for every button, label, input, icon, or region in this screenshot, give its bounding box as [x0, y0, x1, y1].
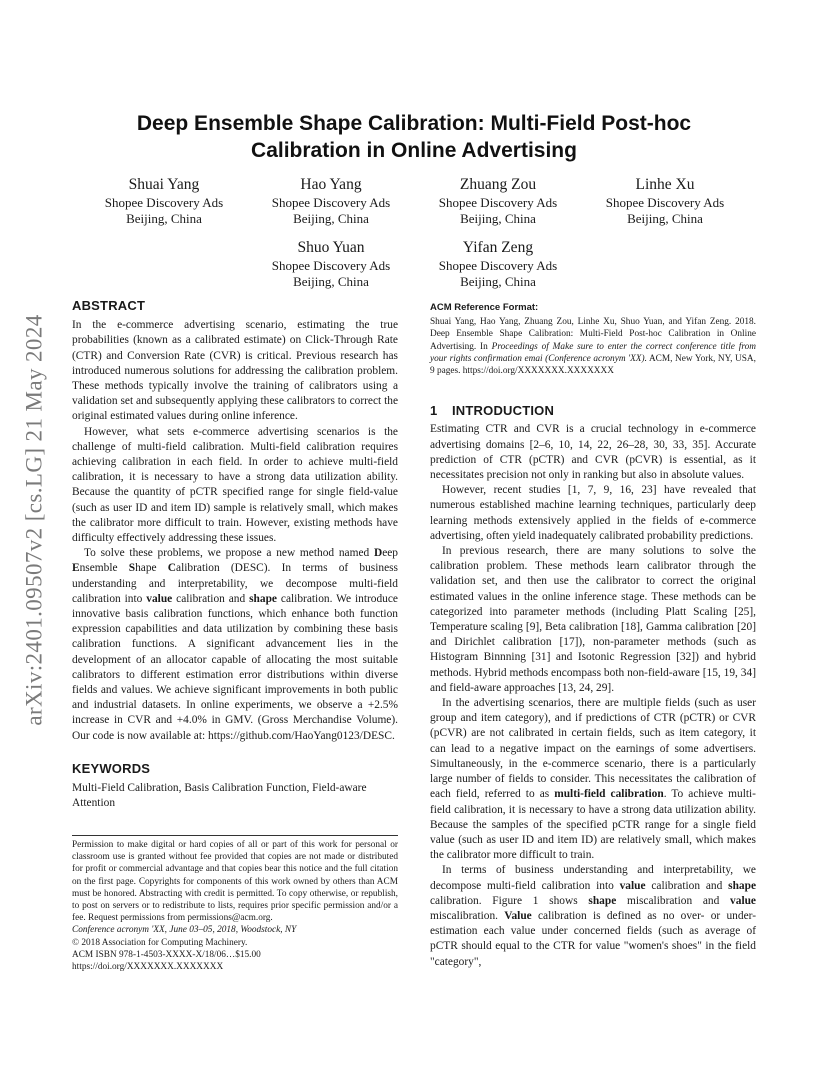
arxiv-id: arXiv:2401.09507v2 [cs.LG] 21 May 2024 — [22, 314, 48, 726]
author-block — [247, 238, 415, 290]
intro-paragraph-2: However, recent studies [1, 7, 9, 16, 23] have revealed that numerous established machine learning techniques, particularly deep learning methods extensively applied in the fields of e-commerce advertising, often yield inadequately calibrated probability predictions. — [430, 484, 756, 542]
bold-term: shape — [588, 894, 617, 907]
conference-line: Conference acronym 'XX, June 03–05, 2018, Woodstock, NY — [72, 925, 297, 936]
author-location: Beijing, China — [627, 211, 703, 226]
acronym-letter: D — [373, 547, 383, 560]
right-column — [430, 302, 756, 970]
acronym-letter: S — [128, 562, 136, 575]
text-run: Shuai Yang, Hao Yang, Zhuang Zou, Linhe Xu, Shuo Yuan, and Yifan Zeng. 2018. Deep Ensemble Shape Calibration: Multi-Field Post-hoc Calibration in Online Advertising. In — [430, 317, 756, 352]
doi-line: https://doi.org/XXXXXXX.XXXXXXX — [72, 962, 224, 973]
text-run: In terms of business understanding and interpretability, we decompose multi-field calibration into — [430, 864, 756, 892]
author-affiliation: Shopee Discovery Ads — [271, 258, 391, 273]
abstract-paragraph-2: However, what sets e-commerce advertising scenarios is the challenge of multi-field calibration. Multi-field calibration requires achieving calibration in each field. In order to achieve multi-field calibration, it is necessary to have a strong data utilization ability. Because the quantity of pCTR specified range for single field-value (such as user ID and item ID) sample is relatively small, which makes the calibrator more difficult to train. However, existing methods have difficulty effectively addressing these issues. — [72, 425, 398, 545]
author-affiliation: Shopee Discovery Ads — [271, 195, 391, 210]
text-run: eep — [382, 547, 398, 560]
abstract-paragraph-1: In the e-commerce advertising scenario, estimating the true probabilities (known as a calibrated estimate) on Click-Through Rate (CTR) and Conversion Rate (CVR) is critical. Previous research has introduced numerous solutions for addressing the calibration problem. These methods typically involve the training of calibrators using a validation set and subsequently applying these calibrators to correct the original estimated values during online inference. — [72, 319, 398, 423]
author-affiliation: Shopee Discovery Ads — [438, 195, 558, 210]
author-block — [247, 175, 415, 227]
author-affiliation: Shopee Discovery Ads — [104, 195, 224, 210]
copyright-footnote — [72, 839, 398, 973]
paper-title — [80, 110, 748, 164]
footnote-rule — [72, 835, 398, 836]
text-run: alibration (DESC). In terms of business understanding and interpretability, we decompose multi-field calibration into — [72, 562, 398, 605]
intro-paragraph-1: Estimating CTR and CVR is a crucial technology in e-commerce advertising domains [2–6, 10, 14, 22, 26–28, 30, 33, 35]. Accurate prediction of CTR (pCTR) and CVR (pCVR) is essential, as it necessitates precision not only in ranking but also in absolute values. — [430, 423, 756, 482]
introduction-heading — [430, 403, 756, 418]
text-run: hape — [135, 562, 168, 575]
text-run: calibration. We introduce innovative basis calibration functions, which enhance both function expression capabilities and data utilization by combining these basis calibration functions. A significant advancement lies in the development of an allocator capable of allocating the most suitable calibrators to different estimation error distributions within diverse fields and values. We achieve significant improvements in both public and industrial datasets. In online experiments, we observe a +2.5% increase in CVR and +4.0% in GMV. (Gross Merchandise Volume). Our code is now available at: https://github.com/HaoYang0123/DESC. — [72, 592, 398, 742]
bold-term: value — [146, 592, 173, 605]
bold-term: value — [730, 894, 756, 907]
text-run: miscalibration and — [616, 894, 731, 907]
author-name: Yifan Zeng — [462, 239, 534, 256]
left-column — [72, 298, 398, 812]
text-run: calibration is defined as no over- or under-estimation each value under concerned fields (such as average of pCTR should equal to the CTR for value "women's shoes" in the field "category", — [430, 909, 756, 968]
acm-reference-heading: ACM Reference Format: — [430, 302, 539, 313]
author-name: Hao Yang — [300, 176, 362, 193]
author-affiliation: Shopee Discovery Ads — [438, 258, 558, 273]
author-name: Shuai Yang — [128, 176, 200, 193]
acronym-letter: E — [72, 562, 80, 575]
arxiv-stamp — [22, 280, 48, 760]
acm-reference — [430, 302, 756, 377]
intro-paragraph-4 — [430, 696, 756, 863]
text-run: calibration and — [645, 879, 729, 892]
acronym-letter: C — [167, 562, 177, 575]
italic-run: Proceedings of Make sure to enter the correct conference title from your rights confirmation emai (Conference acronym 'XX). — [430, 341, 756, 364]
author-name: Linhe Xu — [635, 176, 695, 193]
author-name: Zhuang Zou — [459, 176, 537, 193]
section-number: 1 — [430, 403, 438, 419]
author-block — [414, 175, 582, 227]
section-title: INTRODUCTION — [452, 403, 555, 419]
bold-term: Value — [504, 909, 532, 922]
author-name: Shuo Yuan — [297, 239, 365, 256]
author-block — [414, 238, 582, 290]
text-run: nsemble — [79, 562, 129, 575]
author-block — [581, 175, 749, 227]
keywords-heading: KEYWORDS — [72, 760, 151, 776]
author-location: Beijing, China — [460, 274, 536, 289]
title-line-1: Deep Ensemble Shape Calibration: Multi-Field Post-hoc — [136, 112, 692, 135]
text-run: . To achieve multi-field calibration, it is necessary to have a strong data utilization ability. Because the samples of the specified pCTR range for a single field value (such as user ID and item ID) are relatively small, which makes the calibrator more difficult to train. — [430, 788, 756, 862]
bold-term: shape — [728, 879, 756, 892]
author-location: Beijing, China — [460, 211, 536, 226]
author-location: Beijing, China — [293, 274, 369, 289]
text-run: miscalibration. — [430, 909, 505, 922]
text-run: ACM, New York, NY, USA, 9 pages. https://doi.org/XXXXXXX.XXXXXXX — [430, 353, 756, 377]
author-location: Beijing, China — [126, 211, 202, 226]
text-run: calibration. Figure 1 shows — [430, 894, 589, 907]
text-run: To solve these problems, we propose a new method named — [84, 547, 374, 560]
author-affiliation: Shopee Discovery Ads — [605, 195, 725, 210]
text-run: calibration and — [172, 592, 250, 605]
abstract-paragraph-3 — [72, 546, 398, 744]
permission-text: Permission to make digital or hard copies of all or part of this work for personal or classroom use is granted without fee provided that copies are not made or distributed for profit or commercial advantage and that copies bear this notice and the full citation on the first page. Copyrights for components of this work owned by others than ACM must be honored. Abstracting with credit is permitted. To copy otherwise, or republish, to post on servers or to redistribute to lists, requires prior specific permission and/or a fee. Request permissions from permissions@acm.org. — [72, 840, 398, 924]
bold-term: shape — [249, 592, 277, 605]
bold-term: value — [619, 879, 646, 892]
bold-term: multi-field calibration — [554, 788, 664, 801]
intro-paragraph-3: In previous research, there are many solutions to solve the calibration problem. These methods learn calibrator through the validation set, and then use the calibrator to correct the original estimated values in the online inference stage. These methods can be categorized into parameter methods (including Platt Scaling [25], Temperature scaling [9], Beta calibration [18], Gamma calibration [20] and Dirichlet calibration [17]), non-parameter methods (such as Histogram Binnning [31] and Isotonic Regression [32]) and hybrid methods. Hybrid methods encompass both non-field-aware [15, 19, 34] and field-aware approaches [13, 24, 29]. — [430, 545, 756, 694]
author-block — [80, 175, 248, 227]
isbn-line: ACM ISBN 978-1-4503-XXXX-X/18/06…$15.00 — [72, 949, 261, 960]
copyright-line: © 2018 Association for Computing Machinery. — [72, 937, 248, 948]
abstract-heading: ABSTRACT — [72, 298, 146, 313]
author-location: Beijing, China — [293, 211, 369, 226]
intro-paragraph-5 — [430, 863, 756, 969]
text-run: In the advertising scenarios, there are multiple fields (such as user group and item category), and if predictions of CTR (pCTR) or CVR (pCVR) are not calibrated in certain fields, such as item category, it can lead to a negative impact on the earnings of some advertisers. Simultaneously, in the e-commerce scenario, there is a particularly large number of fields to consider. This necessitates the calibration of each field, referred to as — [430, 697, 756, 801]
title-line-2: Calibration in Online Advertising — [251, 139, 577, 162]
keywords-text: Multi-Field Calibration, Basis Calibration Function, Field-aware Attention — [72, 782, 367, 810]
